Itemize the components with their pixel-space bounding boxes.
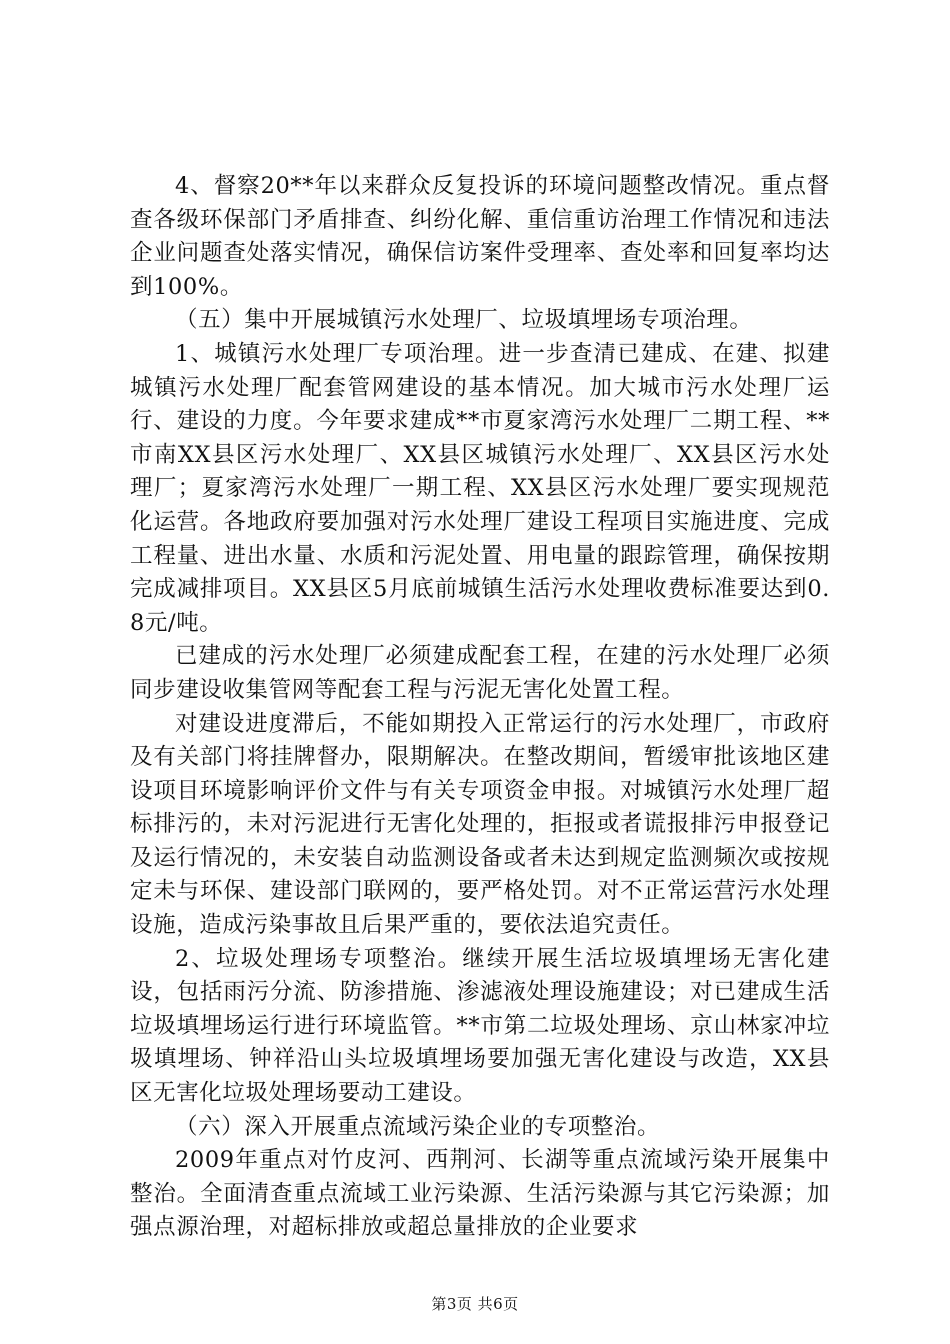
paragraph-sewage-plant-treatment: 1、城镇污水处理厂专项治理。进一步查清已建成、在建、拟建城镇污水处理厂配套管网建设的基本情况。加大城市污水处理厂运行、建设的力度。今年要求建成**市夏家湾污水处理厂二期工程、**市南XX县区污水处理厂、XX县区城镇污水处理厂、XX县区污水处理厂；夏家湾污水处理厂一期工程、XX县区污水处理厂要实现规范化运营。各地政府要加强对污水处理厂建设工程项目实施进度、完成工程量、进出水量、水质和污泥处置、用电量的跟踪管理，确保按期完成减排项目。XX县区5月底前城镇生活污水处理收费标准要达到0.8元/吨。 <box>130 340 830 636</box>
paragraph-landfill-treatment: 2、垃圾处理场专项整治。继续开展生活垃圾填埋场无害化建设，包括雨污分流、防渗措施、渗滤液处理设施建设；对已建成生活垃圾填埋场运行进行环境监管。**市第二垃圾处理场、京山林家冲垃圾填埋场、钟祥沿山头垃圾填埋场要加强无害化建设与改造，XX县区无害化垃圾处理场要动工建设。 <box>130 945 830 1107</box>
document-body <box>130 170 830 1245</box>
paragraph-river-basin-2009: 2009年重点对竹皮河、西荆河、长湖等重点流域污染开展集中整治。全面清查重点流域工业污染源、生活污染源与其它污染源；加强点源治理，对超标排放或超总量排放的企业要求 <box>130 1147 830 1241</box>
section-heading-six: （六）深入开展重点流域污染企业的专项整治。 <box>175 1113 661 1140</box>
paragraph-supporting-works: 已建成的污水处理厂必须建成配套工程，在建的污水处理厂必须同步建设收集管网等配套工程与污泥无害化处置工程。 <box>130 643 830 703</box>
section-heading-five: （五）集中开展城镇污水处理厂、垃圾填埋场专项治理。 <box>175 307 753 334</box>
paragraph-supervision-complaints: 4、督察20**年以来群众反复投诉的环境问题整改情况。重点督查各级环保部门矛盾排查、纠纷化解、重信重访治理工作情况和违法企业问题查处落实情况，确保信访案件受理率、查处率和回复率均达到100%。 <box>130 173 830 300</box>
paragraph-delayed-construction: 对建设进度滞后，不能如期投入正常运行的污水处理厂，市政府及有关部门将挂牌督办，限期解决。在整改期间，暂缓审批该地区建设项目环境影响评价文件与有关专项资金申报。对城镇污水处理厂超标排污的，未对污泥进行无害化处理的，拒报或者谎报排污申报登记及运行情况的，未安装自动监测设备或者未达到规定监测频次或按规定未与环保、建设部门联网的，要严格处罚。对不正常运营污水处理设施，造成污染事故且后果严重的，要依法追究责任。 <box>130 710 830 939</box>
page-number-footer: 第3页 共6页 <box>431 1295 519 1313</box>
